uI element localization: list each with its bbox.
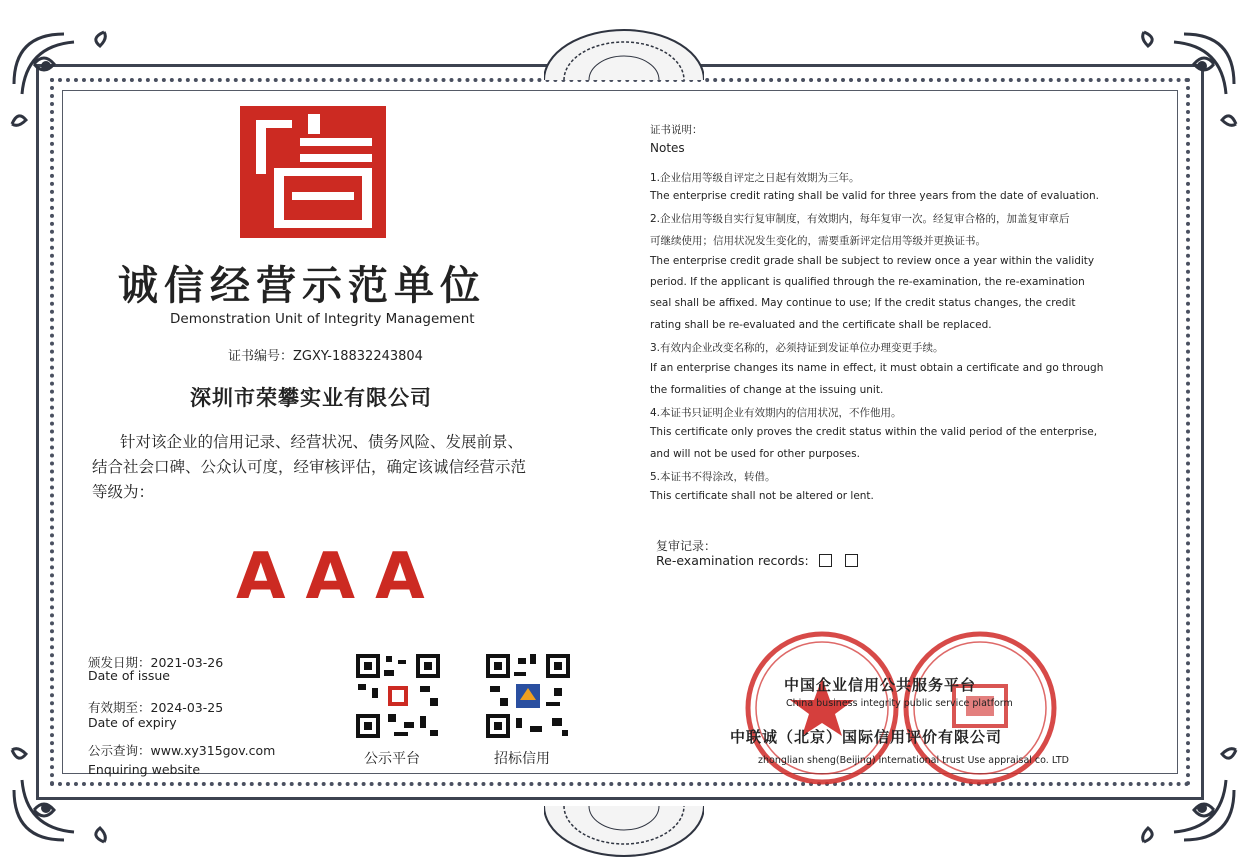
- integrity-seal-logo: [238, 104, 388, 240]
- credit-grade: AAA: [236, 540, 445, 614]
- note-line-16: This certificate shall not be altered or lent.: [650, 490, 874, 502]
- note-line-10: If an enterprise changes its name in effect, it must obtain a certificate and go through: [650, 362, 1104, 374]
- note-line-14: and will not be used for other purposes.: [650, 448, 860, 460]
- enquiry-website-label-en: Enquiring website: [88, 762, 201, 777]
- note-line-11: the formalities of change at the issuing unit.: [650, 384, 884, 396]
- platform-name-en: China business integrity public service platform: [786, 698, 1013, 709]
- corner-ornament-top-right: [1134, 24, 1244, 134]
- note-line-7: seal shall be affixed. May continue to use; If the credit status changes, the credit: [650, 297, 1076, 309]
- note-line-15: 5.本证书不得涂改，转借。: [650, 471, 776, 483]
- platform-name-cn: 中国企业信用公共服务平台: [784, 676, 977, 694]
- qr-label-bidding-credit: 招标信用: [494, 751, 550, 767]
- certificate-number: 证书编号：ZGXY-18832243804: [228, 349, 423, 364]
- note-line-1: 1.企业信用等级自评定之日起有效期为三年。: [650, 172, 860, 184]
- note-line-4: 可继续使用；信用状况发生变化的，需要重新评定信用等级并更换证书。: [650, 235, 986, 247]
- review-checkbox-1[interactable]: [819, 554, 832, 567]
- body-line-1: 针对该企业的信用记录、经营状况、债务风险、发展前景、: [120, 433, 524, 451]
- expiry-date: 有效期至：2024-03-25: [88, 700, 224, 715]
- notes-heading-en: Notes: [650, 141, 685, 155]
- note-line-9: 3.有效内企业改变名称的，必须持证到发证单位办理变更手续。: [650, 342, 944, 354]
- expiry-date-label-en: Date of expiry: [88, 715, 177, 730]
- review-checkbox-2[interactable]: [845, 554, 858, 567]
- note-line-8: rating shall be re-evaluated and the certificate shall be replaced.: [650, 319, 992, 331]
- review-heading-cn: 复审记录：: [656, 539, 717, 553]
- issuer-name-en: zhonglian sheng(Beijing) international trust Use appraisal co. LTD: [758, 755, 1069, 766]
- note-line-3: 2.企业信用等级自实行复审制度，有效期内，每年复审一次。经复审合格的，加盖复审章后: [650, 213, 1070, 225]
- top-medallion-ornament: [544, 20, 704, 80]
- note-line-2: The enterprise credit rating shall be valid for three years from the date of evaluation.: [650, 190, 1100, 202]
- qr-label-public-platform: 公示平台: [364, 751, 420, 767]
- review-heading-en: Re-examination records:: [656, 553, 809, 568]
- issue-date: 颁发日期：2021-03-26: [88, 655, 224, 670]
- body-line-2: 结合社会口碑、公众认可度，经审核评估，确定该诚信经营示范: [92, 458, 527, 476]
- issuer-name-cn: 中联诚（北京）国际信用评价有限公司: [730, 728, 1003, 746]
- notes-heading-cn: 证书说明：: [650, 124, 703, 136]
- note-line-6: period. If the applicant is qualified through the re-examination, the re-examination: [650, 276, 1085, 288]
- issue-date-label-en: Date of issue: [88, 668, 170, 683]
- qr-code-bidding-credit[interactable]: [484, 652, 572, 740]
- corner-ornament-bottom-right: [1134, 740, 1244, 850]
- note-line-12: 4.本证书只证明企业有效期内的信用状况，不作他用。: [650, 407, 902, 419]
- company-name: 深圳市荣攀实业有限公司: [190, 386, 432, 410]
- certificate-title: 诚信经营示范单位: [118, 263, 486, 309]
- bottom-medallion-ornament: [544, 806, 704, 866]
- certificate-subtitle: Demonstration Unit of Integrity Management: [170, 311, 475, 327]
- body-line-3: 等级为：: [92, 483, 155, 501]
- enquiry-website: 公示查询：www.xy315gov.com: [88, 743, 276, 758]
- qr-code-public-platform[interactable]: [354, 652, 442, 740]
- note-line-5: The enterprise credit grade shall be subject to review once a year within the validity: [650, 255, 1095, 267]
- corner-ornament-top-left: [4, 24, 114, 134]
- note-line-13: This certificate only proves the credit status within the valid period of the enterprise,: [650, 426, 1098, 438]
